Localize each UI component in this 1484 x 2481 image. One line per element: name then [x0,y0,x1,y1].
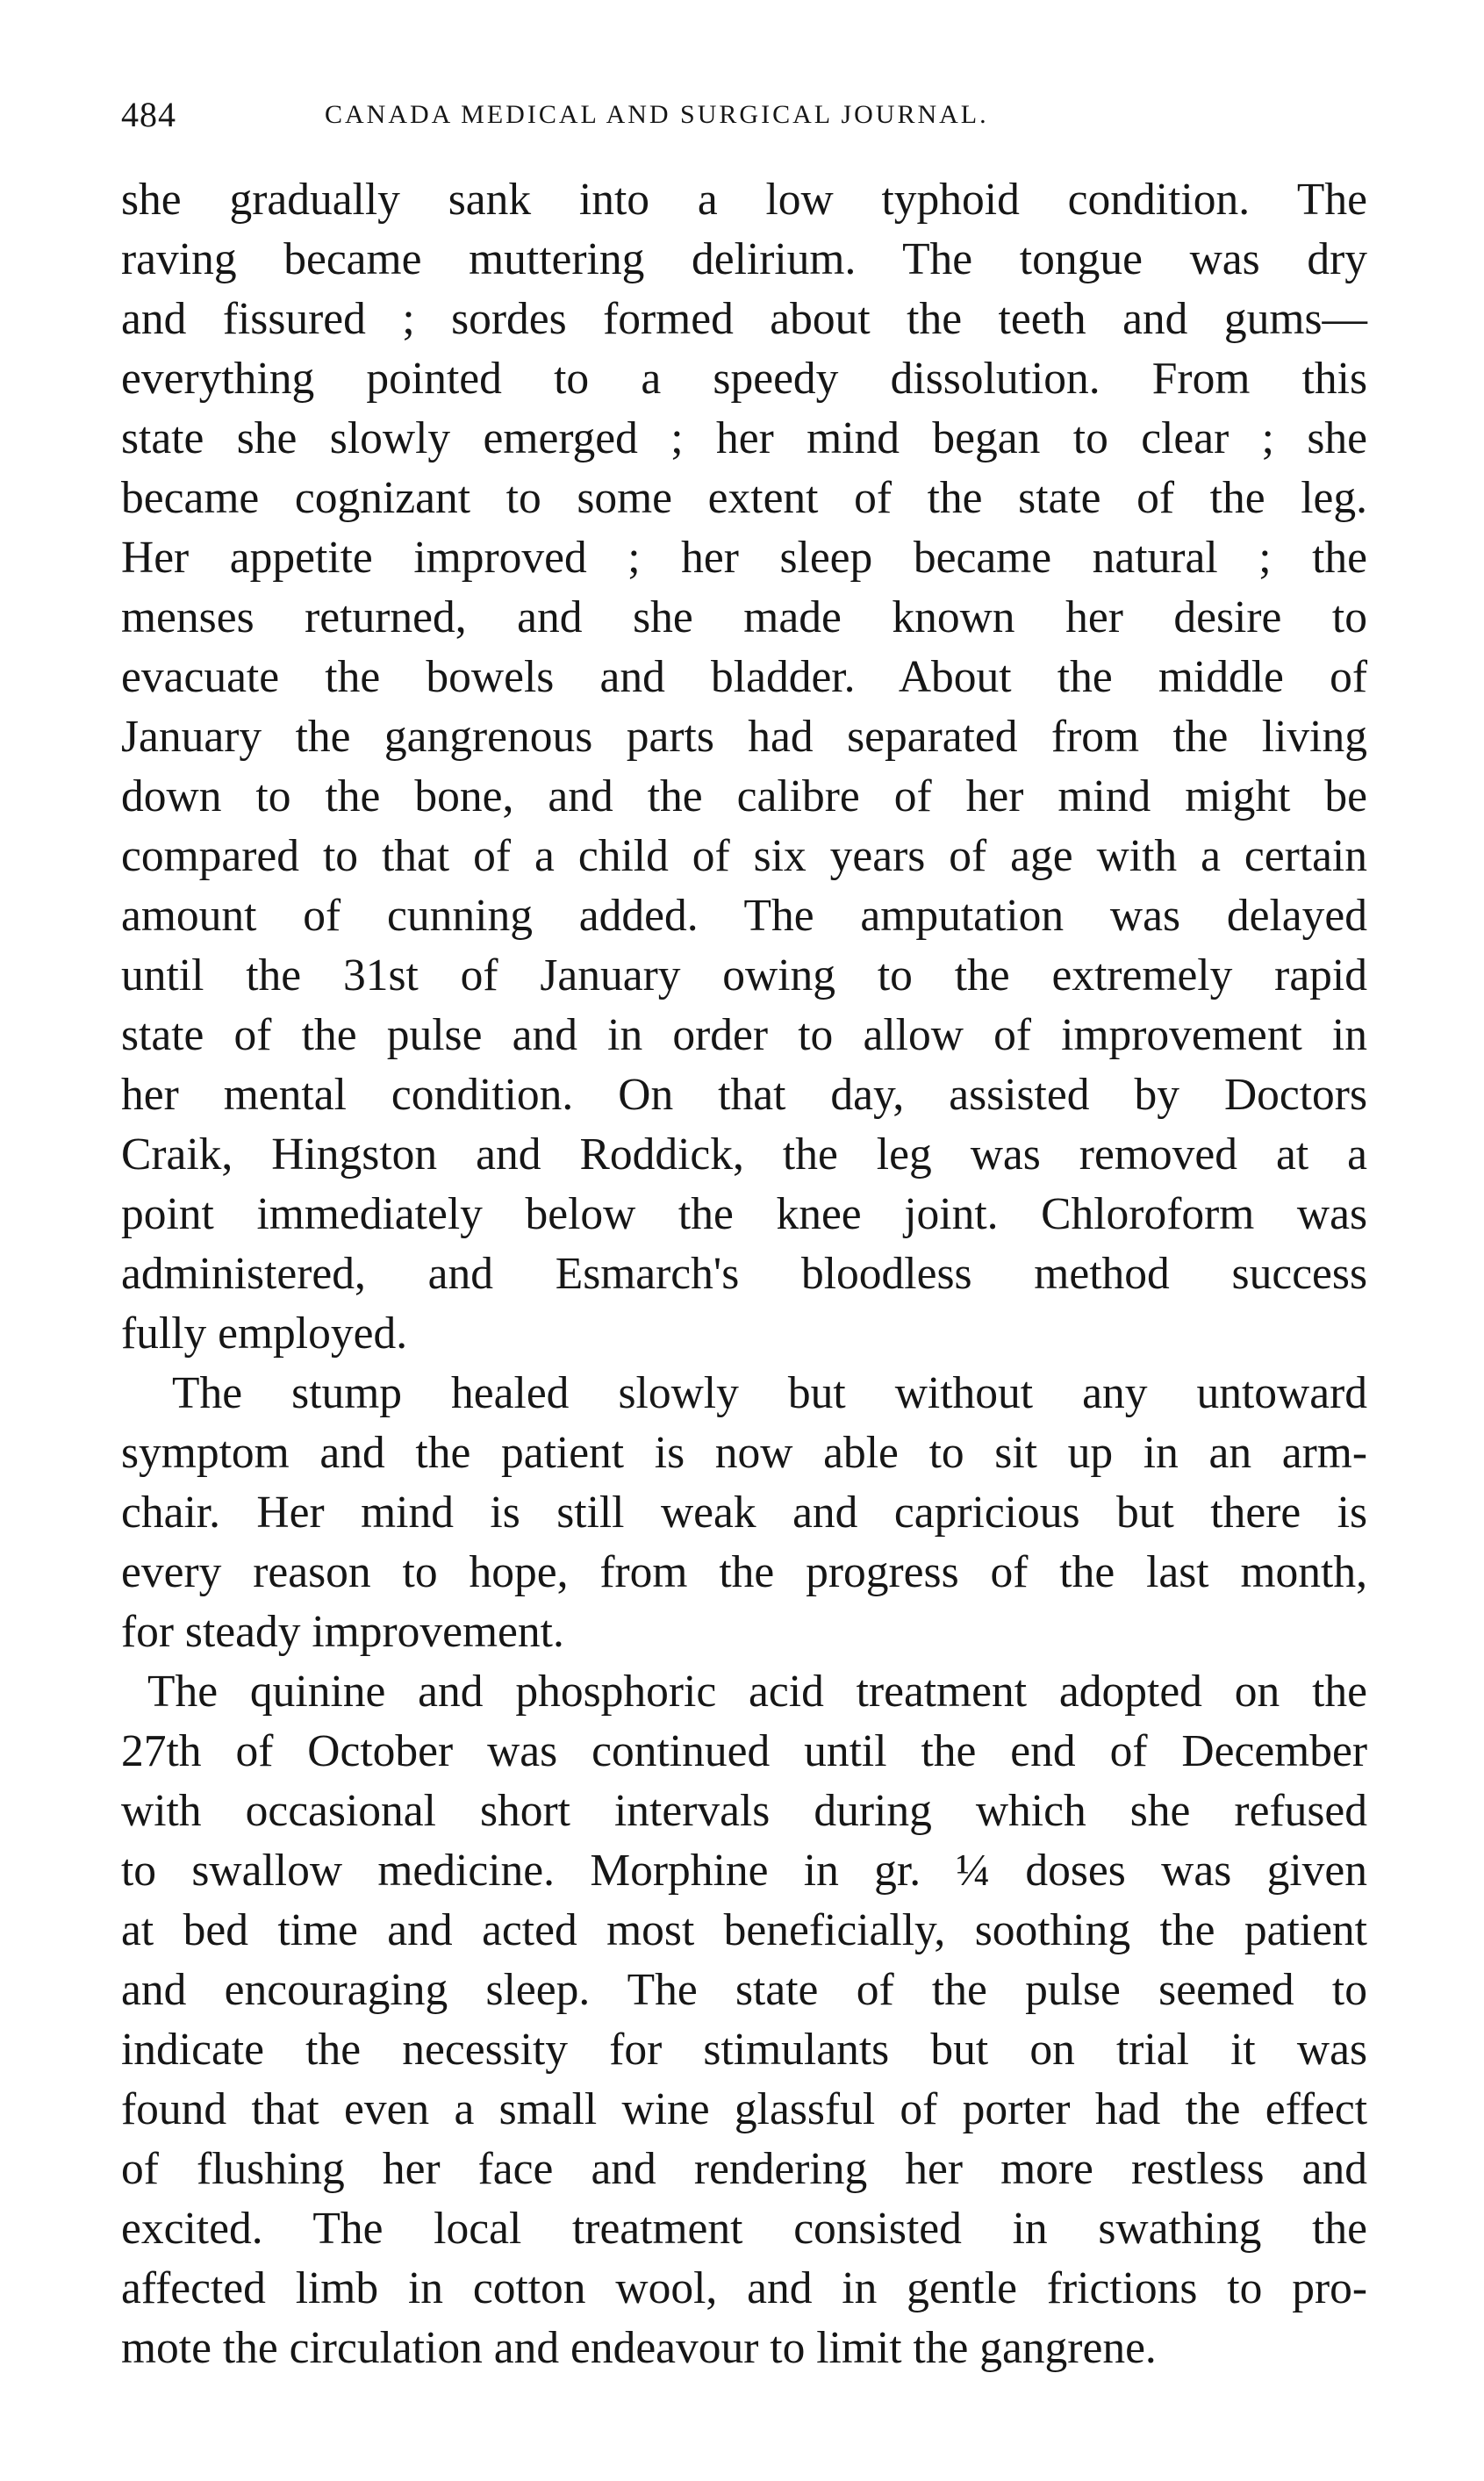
journal-page [121,84,1367,2378]
text-line: fully employed. [121,1309,408,1359]
text-line: point immediately below the knee joint. Chloroform was [121,1189,1367,1239]
page-number: 484 [121,95,176,134]
paragraph-3 [121,1662,1367,2378]
text-line: indicate the necessity for stimulants but on trial it was [121,2025,1367,2075]
text-line: and fissured ; sordes formed about the teeth and gums— [121,294,1367,344]
journal-title: CANADA MEDICAL AND SURGICAL JOURNAL. [325,100,989,129]
paragraph-2 [121,1364,1367,1662]
text-line: mote the circulation and endeavour to limit the gangrene. [121,2323,1157,2373]
text-line: down to the bone, and the calibre of her mind might be [121,771,1367,821]
text-line: she gradually sank into a low typhoid condition. The [121,175,1367,225]
text-line: symptom and the patient is now able to sit up in an arm- [121,1428,1367,1478]
text-line: to swallow medicine. Morphine in gr. ¼ doses was given [121,1846,1367,1896]
text-line: for steady improvement. [121,1607,564,1657]
text-line: Craik, Hingston and Roddick, the leg was removed at a [121,1129,1367,1180]
text-line: The stump healed slowly but without any untoward [172,1368,1367,1418]
text-line: her mental condition. On that day, assisted by Doctors [121,1070,1367,1120]
text-line: 27th of October was continued until the end of December [121,1726,1367,1776]
text-line: with occasional short intervals during which she refused [121,1786,1367,1836]
running-head [121,84,1367,146]
text-line: amount of cunning added. The amputation was delayed [121,891,1367,941]
text-line: January the gangrenous parts had separated from the living [121,712,1367,762]
text-line: state she slowly emerged ; her mind began to clear ; she [121,413,1367,463]
text-line: state of the pulse and in order to allow of improvement in [121,1010,1367,1060]
text-line: everything pointed to a speedy dissolution. From this [121,354,1367,404]
text-line: found that even a small wine glassful of porter had the effect [121,2084,1367,2134]
text-line: until the 31st of January owing to the extremely rapid [121,950,1367,1000]
text-line: menses returned, and she made known her desire to [121,592,1367,642]
text-line: of flushing her face and rendering her more restless and [121,2144,1367,2194]
text-line: The quinine and phosphoric acid treatment adopted on the [147,1667,1367,1717]
text-line: excited. The local treatment consisted in swathing the [121,2204,1367,2254]
text-line: administered, and Esmarch's bloodless method success [121,1249,1367,1299]
text-line: compared to that of a child of six years of age with a certain [121,831,1367,881]
text-line: evacuate the bowels and bladder. About the middle of [121,652,1367,702]
text-line: affected limb in cotton wool, and in gentle frictions to pro- [121,2263,1367,2313]
text-line: Her appetite improved ; her sleep became natural ; the [121,533,1367,583]
text-line: at bed time and acted most beneficially, soothing the patient [121,1905,1367,1955]
text-line: every reason to hope, from the progress of the last month, [121,1547,1367,1597]
article-body [121,170,1367,2378]
text-line: became cognizant to some extent of the state of the leg. [121,473,1367,523]
paragraph-1 [121,170,1367,1364]
text-line: chair. Her mind is still weak and capricious but there is [121,1488,1367,1538]
text-line: and encouraging sleep. The state of the pulse seemed to [121,1965,1367,2015]
text-line: raving became muttering delirium. The tongue was dry [121,234,1367,284]
